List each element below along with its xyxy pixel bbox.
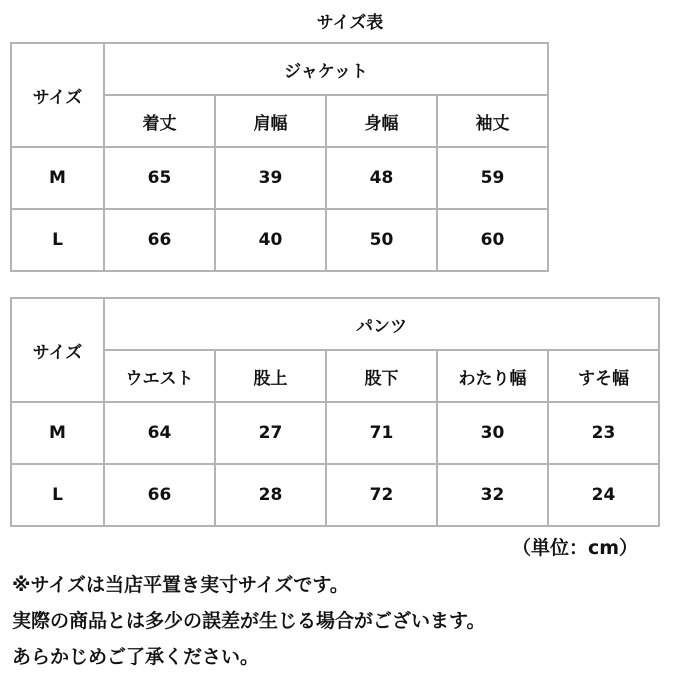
table-cell: 66 [104, 464, 215, 526]
table-cell: 60 [437, 209, 548, 271]
column-header: ウエスト [104, 350, 215, 402]
table-cell: 64 [104, 402, 215, 464]
table-cell: 72 [326, 464, 437, 526]
table-cell: 50 [326, 209, 437, 271]
table-cell: 32 [437, 464, 548, 526]
table-cell: 28 [215, 464, 326, 526]
row-size-label: M [11, 402, 104, 464]
table-cell: 48 [326, 147, 437, 209]
table-cell: 59 [437, 147, 548, 209]
column-header: 着丈 [104, 95, 215, 147]
note-line: あらかじめご了承ください。 [12, 646, 260, 668]
table-cell: 71 [326, 402, 437, 464]
jacket-group-header: ジャケット [104, 43, 548, 95]
table-row [11, 464, 659, 526]
size-header: サイズ [11, 298, 104, 402]
jacket-size-table [10, 42, 549, 272]
notes-block [12, 567, 485, 675]
table-row [11, 209, 548, 271]
page-title: サイズ表 [316, 13, 384, 33]
table-cell: 24 [548, 464, 659, 526]
table-cell: 65 [104, 147, 215, 209]
table-cell: 23 [548, 402, 659, 464]
column-header: すそ幅 [548, 350, 659, 402]
pants-size-table [10, 297, 660, 527]
row-size-label: L [11, 464, 104, 526]
table-cell: 27 [215, 402, 326, 464]
table-row [11, 402, 659, 464]
column-header: 股上 [215, 350, 326, 402]
table-cell: 40 [215, 209, 326, 271]
row-size-label: L [11, 209, 104, 271]
row-size-label: M [11, 147, 104, 209]
note-line: ※サイズは当店平置き実寸サイズです。 [12, 574, 349, 596]
pants-group-header: パンツ [104, 298, 659, 350]
table-row [11, 147, 548, 209]
table-cell: 30 [437, 402, 548, 464]
column-header: わたり幅 [437, 350, 548, 402]
column-header: 股下 [326, 350, 437, 402]
column-header: 身幅 [326, 95, 437, 147]
table-cell: 66 [104, 209, 215, 271]
unit-note: （単位：cm） [511, 537, 638, 559]
table-cell: 39 [215, 147, 326, 209]
column-header: 袖丈 [437, 95, 548, 147]
note-line: 実際の商品とは多少の誤差が生じる場合がございます。 [12, 610, 486, 632]
column-header: 肩幅 [215, 95, 326, 147]
size-header: サイズ [11, 43, 104, 147]
